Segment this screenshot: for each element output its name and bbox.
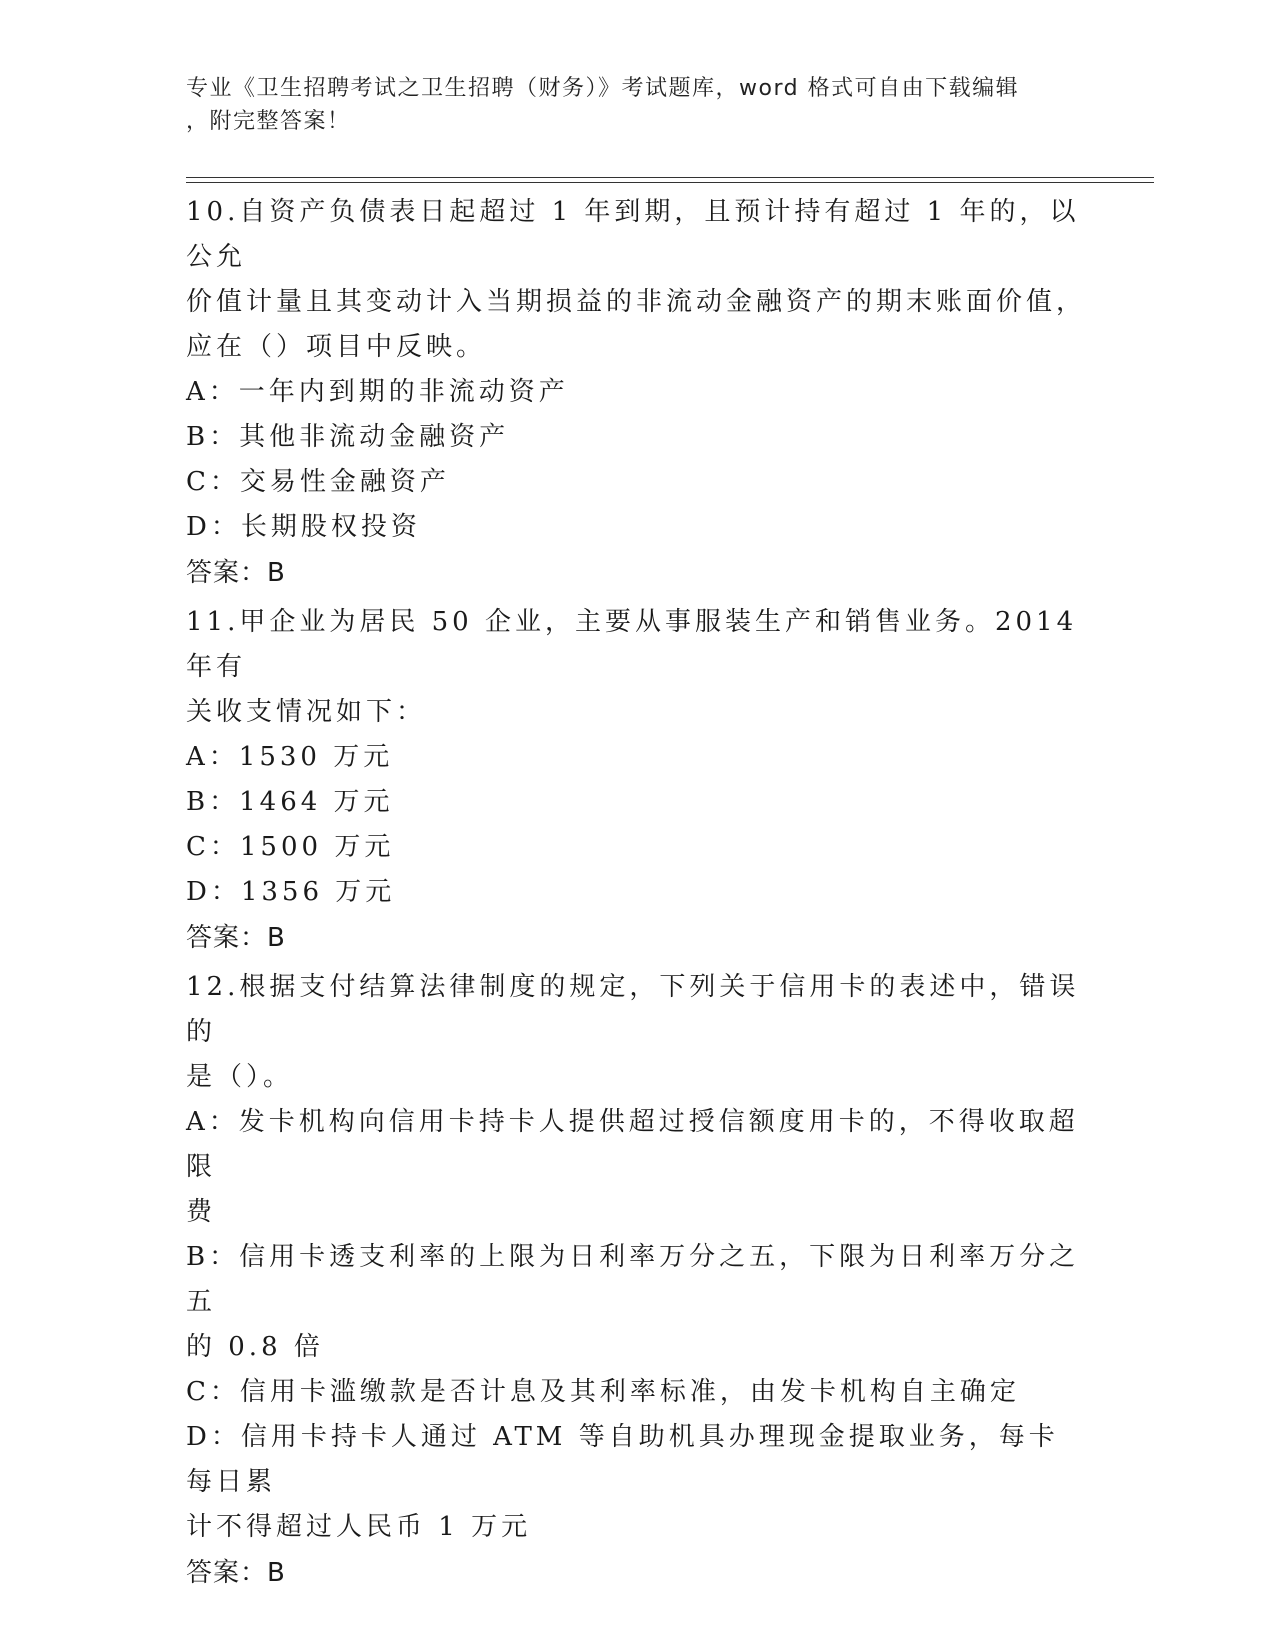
header-divider-top [186, 177, 1154, 178]
question-stem-line: 价值计量且其变动计入当期损益的非流动金融资产的期末账面价值， [186, 287, 1087, 317]
option-b: B：信用卡透支利率的上限为日利率万分之五，下限为日利率万分之五 [186, 1242, 1080, 1317]
option-b-continued: 的 0.8 倍 [186, 1332, 324, 1362]
header-divider-bottom [186, 182, 1154, 183]
question-stem-line: 11.甲企业为居民 50 企业，主要从事服装生产和销售业务。2014 年有 [186, 607, 1078, 682]
option-d: D：1356 万元 [186, 877, 396, 907]
answer: 答案：B [186, 558, 286, 588]
question-stem-line: 12.根据支付结算法律制度的规定，下列关于信用卡的表述中，错误的 [186, 972, 1080, 1047]
question-12 [186, 965, 1086, 1596]
question-stem-line: 应在（）项目中反映。 [186, 332, 487, 362]
option-d: D：信用卡持卡人通过 ATM 等自助机具办理现金提取业务，每卡每日累 [186, 1422, 1059, 1497]
option-c: C：信用卡滥缴款是否计息及其利率标准，由发卡机构自主确定 [186, 1377, 1020, 1407]
option-c: C：1500 万元 [186, 832, 395, 862]
question-stem-line: 10.自资产负债表日起超过 1 年到期，且预计持有超过 1 年的，以公允 [186, 197, 1080, 272]
option-a: A：发卡机构向信用卡持卡人提供超过授信额度用卡的，不得收取超限 [186, 1107, 1079, 1182]
question-stem-line: 关收支情况如下： [186, 697, 427, 727]
option-a-continued: 费 [186, 1197, 217, 1227]
option-b: B：其他非流动金融资产 [186, 422, 510, 452]
header-line-2: ，附完整答案！ [186, 109, 351, 134]
answer: 答案：B [186, 1558, 286, 1588]
option-d-continued: 计不得超过人民币 1 万元 [186, 1512, 532, 1542]
question-11 [186, 600, 1086, 961]
option-a: A：1530 万元 [186, 742, 394, 772]
option-c: C：交易性金融资产 [186, 467, 450, 497]
header-line-1: 专业《卫生招聘考试之卫生招聘（财务）》考试题库，word 格式可自由下载编辑 [186, 76, 1020, 101]
question-10 [186, 190, 1086, 596]
answer: 答案：B [186, 923, 286, 953]
option-b: B：1464 万元 [186, 787, 394, 817]
question-stem-line: 是（）。 [186, 1062, 294, 1092]
document-header [186, 72, 1066, 138]
option-a: A：一年内到期的非流动资产 [186, 377, 569, 407]
option-d: D：长期股权投资 [186, 512, 421, 542]
